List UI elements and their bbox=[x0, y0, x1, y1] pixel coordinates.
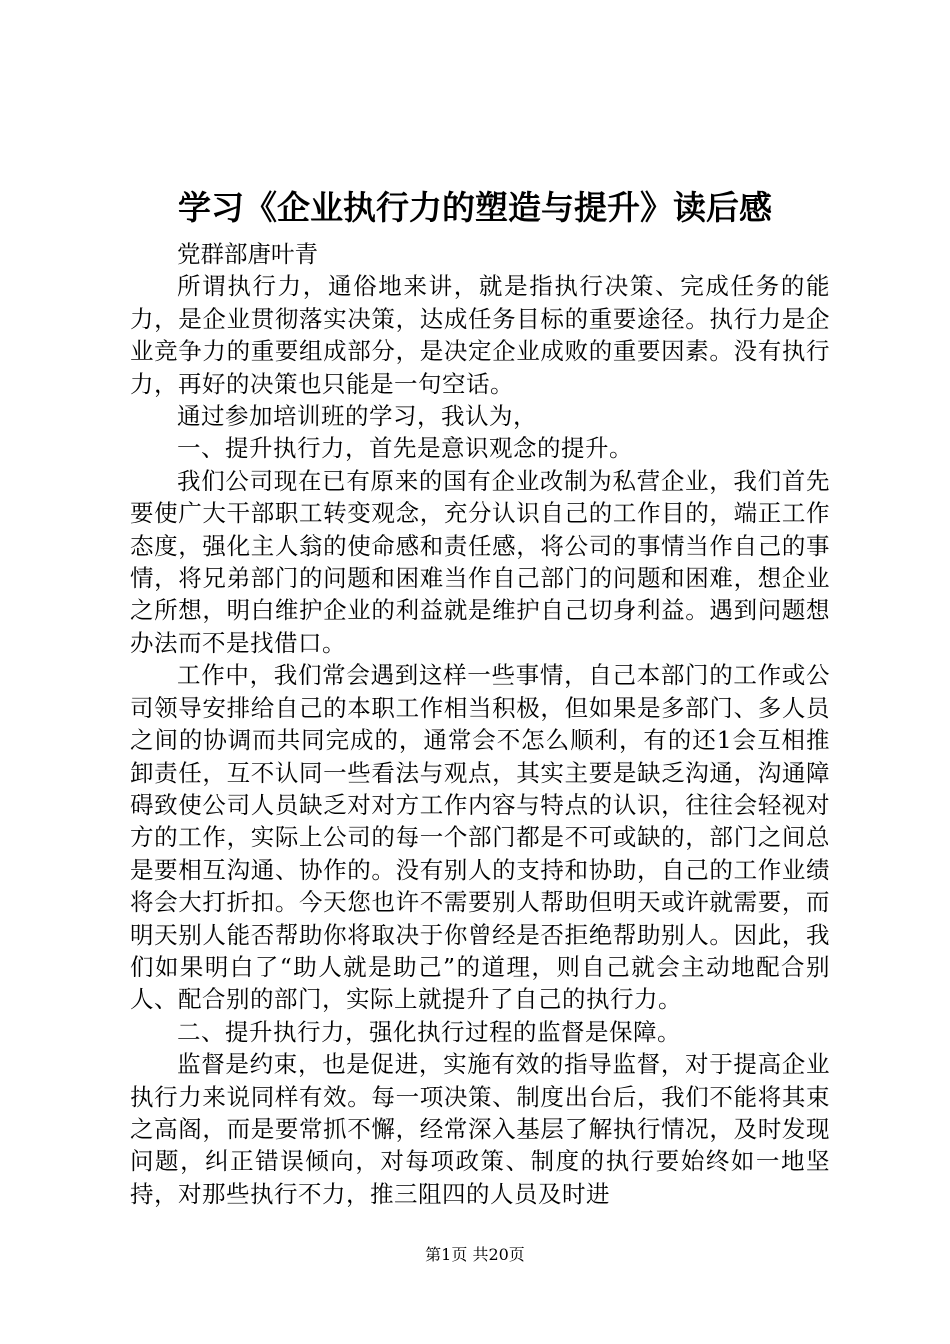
document-body bbox=[130, 238, 830, 1210]
section-heading-1: 一、提升执行力，首先是意识观念的提升。 bbox=[177, 434, 633, 463]
page-number-footer: 第1页 共20页 bbox=[425, 1245, 525, 1264]
section-heading-2: 二、提升执行力，强化执行过程的监督是保障。 bbox=[177, 1017, 681, 1046]
paragraph-4: 工作中，我们常会遇到这样一些事情，自己本部门的工作或公司领导安排给自己的本职工作相当积极，但如果是多部门、多人员之间的协调而共同完成的，通常会不怎么顺利，有的还1会互相推卸责任，互不认同一些看法与观点，其实主要是缺乏沟通，沟通障碍致使公司人员缺乏对对方工作内容与特点的认识，往往会轻视对方的工作，实际上公司的每一个部门都是不可或缺的，部门之间总是要相互沟通、协作的。没有别人的支持和协助，自己的工作业绩将会大打折扣。今天您也许不需要别人帮助但明天或许就需要，而明天别人能否帮助你将取决于你曾经是否拒绝帮助别人。因此，我们如果明白了“助人就是助己”的道理，则自己就会主动地配合别人、配合别的部门，实际上就提升了自己的执行力。 bbox=[130, 661, 830, 1014]
paragraph-1: 所谓执行力，通俗地来讲，就是指执行决策、完成任务的能力，是企业贯彻落实决策，达成任务目标的重要途径。执行力是企业竞争力的重要组成部分，是决定企业成败的重要因素。没有执行力，再好的决策也只能是一句空话。 bbox=[130, 272, 830, 398]
paragraph-5: 监督是约束，也是促进，实施有效的指导监督，对于提高企业执行力来说同样有效。每一项决策、制度出台后，我们不能将其束之高阁，而是要常抓不懈，经常深入基层了解执行情况，及时发现问题，纠正错误倾向，对每项政策、制度的执行要始终如一地坚持，对那些执行不力，推三阻四的人员及时进 bbox=[130, 1050, 830, 1208]
document-title: 学习《企业执行力的塑造与提升》读后感 bbox=[178, 188, 772, 227]
author-line: 党群部唐叶青 bbox=[177, 240, 318, 268]
paragraph-2: 通过参加培训班的学习，我认为， bbox=[177, 402, 537, 431]
paragraph-3: 我们公司现在已有原来的国有企业改制为私营企业，我们首先要使广大干部职工转变观念，充分认识自己的工作目的，端正工作态度，强化主人翁的使命感和责任感，将公司的事情当作自己的事情，将兄弟部门的问题和困难当作自己部门的问题和困难，想企业之所想，明白维护企业的利益就是维护自己切身利益。遇到问题想办法而不是找借口。 bbox=[130, 466, 830, 657]
